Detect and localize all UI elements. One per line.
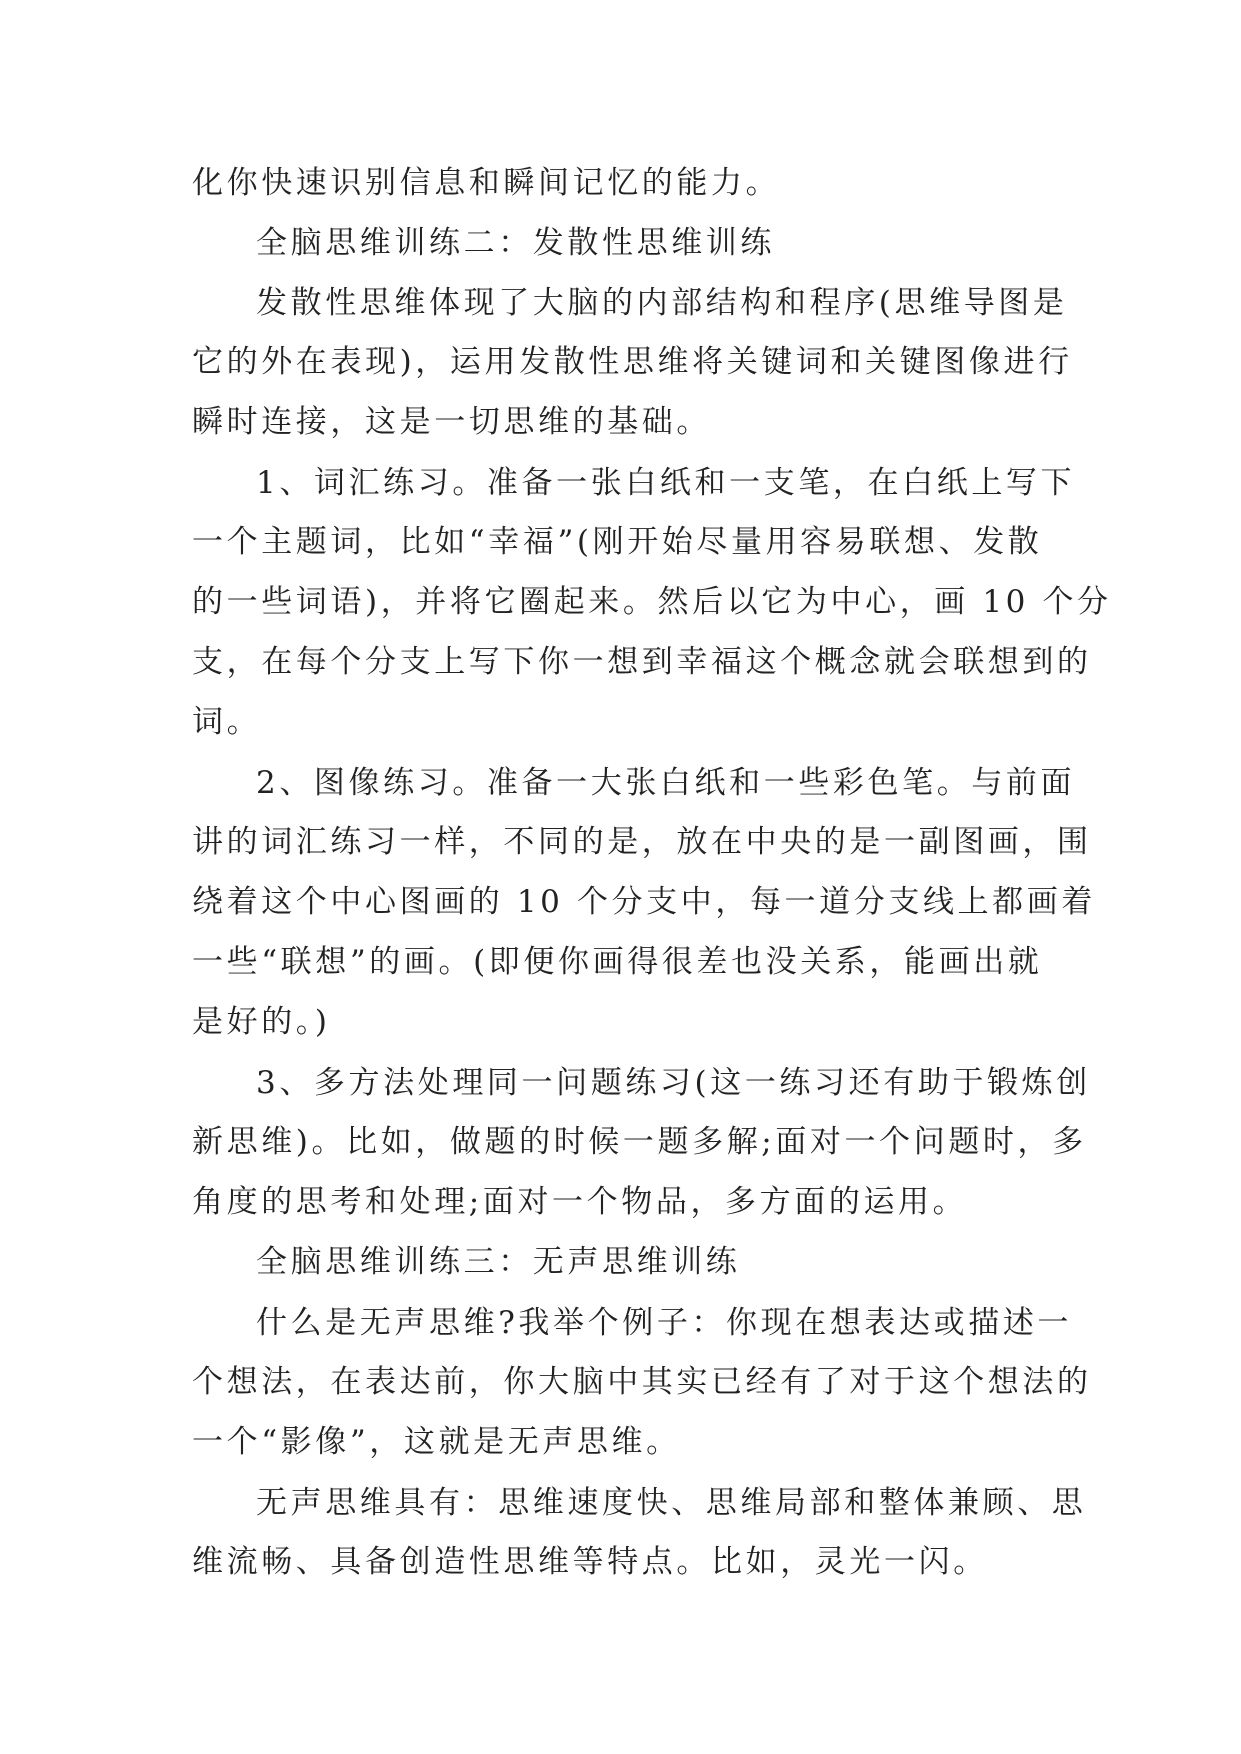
paragraph-line: 什么是无声思维?我举个例子：你现在想表达或描述一 (256, 1305, 1073, 1341)
paragraph-line: 一些“联想”的画。(即便你画得很差也没关系，能画出就 (192, 944, 1043, 980)
paragraph-line: 3、多方法处理同一问题练习(这一练习还有助于锻炼创 (256, 1065, 1091, 1101)
paragraph-line: 绕着这个中心图画的 10 个分支中，每一道分支线上都画着 (192, 884, 1096, 920)
paragraph-line: 无声思维具有：思维速度快、思维局部和整体兼顾、思 (256, 1485, 1087, 1521)
section-heading: 全脑思维训练二：发散性思维训练 (256, 225, 775, 261)
paragraph-line: 是好的。) (192, 1004, 331, 1040)
paragraph-line: 2、图像练习。准备一大张白纸和一些彩色笔。与前面 (256, 765, 1076, 801)
paragraph-line: 一个主题词，比如“幸福”(刚开始尽量用容易联想、发散 (192, 524, 1043, 560)
paragraph-line: 1、词汇练习。准备一张白纸和一支笔，在白纸上写下 (256, 465, 1076, 501)
paragraph-line: 角度的思考和处理;面对一个物品，多方面的运用。 (192, 1184, 968, 1220)
paragraph-line: 化你快速识别信息和瞬间记忆的能力。 (192, 165, 781, 201)
paragraph-line: 支，在每个分支上写下你一想到幸福这个概念就会联想到的 (192, 644, 1092, 680)
paragraph-line: 维流畅、具备创造性思维等特点。比如，灵光一闪。 (192, 1544, 988, 1580)
paragraph-line: 发散性思维体现了大脑的内部结构和程序(思维导图是 (256, 285, 1068, 321)
paragraph-line: 一个“影像”，这就是无声思维。 (192, 1424, 681, 1460)
paragraph-line: 瞬时连接，这是一切思维的基础。 (192, 404, 711, 440)
paragraph-line: 新思维)。比如，做题的时候一题多解;面对一个问题时，多 (192, 1124, 1087, 1160)
paragraph-line: 词。 (192, 704, 262, 740)
paragraph-line: 它的外在表现)，运用发散性思维将关键词和关键图像进行 (192, 344, 1073, 380)
paragraph-line: 的一些词语)，并将它圈起来。然后以它为中心，画 10 个分 (192, 584, 1112, 620)
section-heading: 全脑思维训练三：无声思维训练 (256, 1244, 741, 1280)
paragraph-line: 个想法，在表达前，你大脑中其实已经有了对于这个想法的 (192, 1364, 1092, 1400)
paragraph-line: 讲的词汇练习一样，不同的是，放在中央的是一副图画，围 (192, 824, 1092, 860)
